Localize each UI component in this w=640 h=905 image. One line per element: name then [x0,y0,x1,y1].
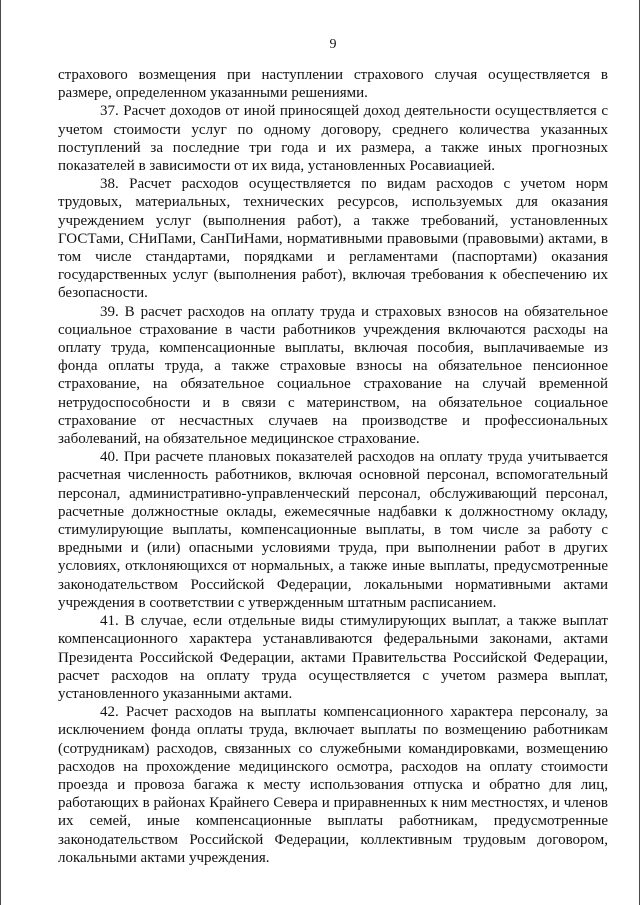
paragraph-41: 41. В случае, если отдельные виды стимулирующих выплат, а также выплат компенсационного характера устанавливаются федеральными законами, актами Президента Российской Федерации, актами Правительства Российской Федерации, расчет расходов на оплату труда осуществляется с учетом размера выплат, установленного указанными актами. [58,613,608,702]
paragraph-42: 42. Расчет расходов на выплаты компенсационного характера персоналу, за исключением фонда оплаты труда, включает выплаты по возмещению работникам (сотрудникам) расходов, связанных со служебными командировками, возмещению расходов на прохождение медицинского осмотра, расходов на оплату стоимости проезда и провоза багажа к месту использования отпуска и обратно для лиц, работающих в районах Крайнего Севера и приравненных к ним местностях, и членов их семей, иные компенсационные выплаты работникам, предусмотренные законодательством Российской Федерации, коллективным трудовым договором, локальными актами учреждения. [58,704,608,866]
paragraph-40: 40. При расчете плановых показателей расходов на оплату труда учитывается расчетная численность работников, включая основной персонал, вспомогательный персонал, административно-управленческий персонал, обслуживающий персонал, расчетные должностные оклады, ежемесячные надбавки к должностному окладу, стимулирующие выплаты, компенсационные выплаты, в том числе за работу с вредными и (или) опасными условиями труда, при выполнении работ в других условиях, отклоняющихся от нормальных, а также иные выплаты, предусмотренные законодательством Российской Федерации, локальными нормативными актами учреждения в соответствии с утвержденным штатным расписанием. [58,449,608,611]
page-number: 9 [329,37,337,52]
document-page [58,36,608,867]
left-scan-edge [0,0,1,905]
paragraph-continuation: страхового возмещения при наступлении страхового случая осуществляется в размере, определенном указанными решениями. [58,67,608,102]
paragraph-39: 39. В расчет расходов на оплату труда и страховых взносов на обязательное социальное страхование в части работников учреждения включаются расходы на оплату труда, компенсационные выплаты, включая пособия, выплачиваемые из фонда оплаты труда, а также страховые взносы на обязательное пенсионное страхование, на обязательное социальное страхование на случай временной нетрудоспособности и в связи с материнством, на обязательное социальное страхование от несчастных случаев на производстве и профессиональных заболеваний, на обязательное медицинское страхование. [58,303,608,448]
paragraph-37: 37. Расчет доходов от иной приносящей доход деятельности осуществляется с учетом стоимости услуг по одному договору, среднего количества указанных поступлений за последние три года и их размера, а также иных прогнозных показателей в зависимости от их вида, установленных Росавиацией. [58,103,608,175]
paragraph-38: 38. Расчет расходов осуществляется по видам расходов с учетом норм трудовых, материальных, технических ресурсов, используемых для оказания учреждением услуг (выполнения работ), а также требований, установленных ГОСТами, СНиПами, СанПиНами, нормативными правовыми (правовыми) актами, в том числе стандартами, порядками и регламентами (паспортами) оказания государственных услуг (выполнения работ), включая требования к обеспечению их безопасности. [58,176,608,302]
